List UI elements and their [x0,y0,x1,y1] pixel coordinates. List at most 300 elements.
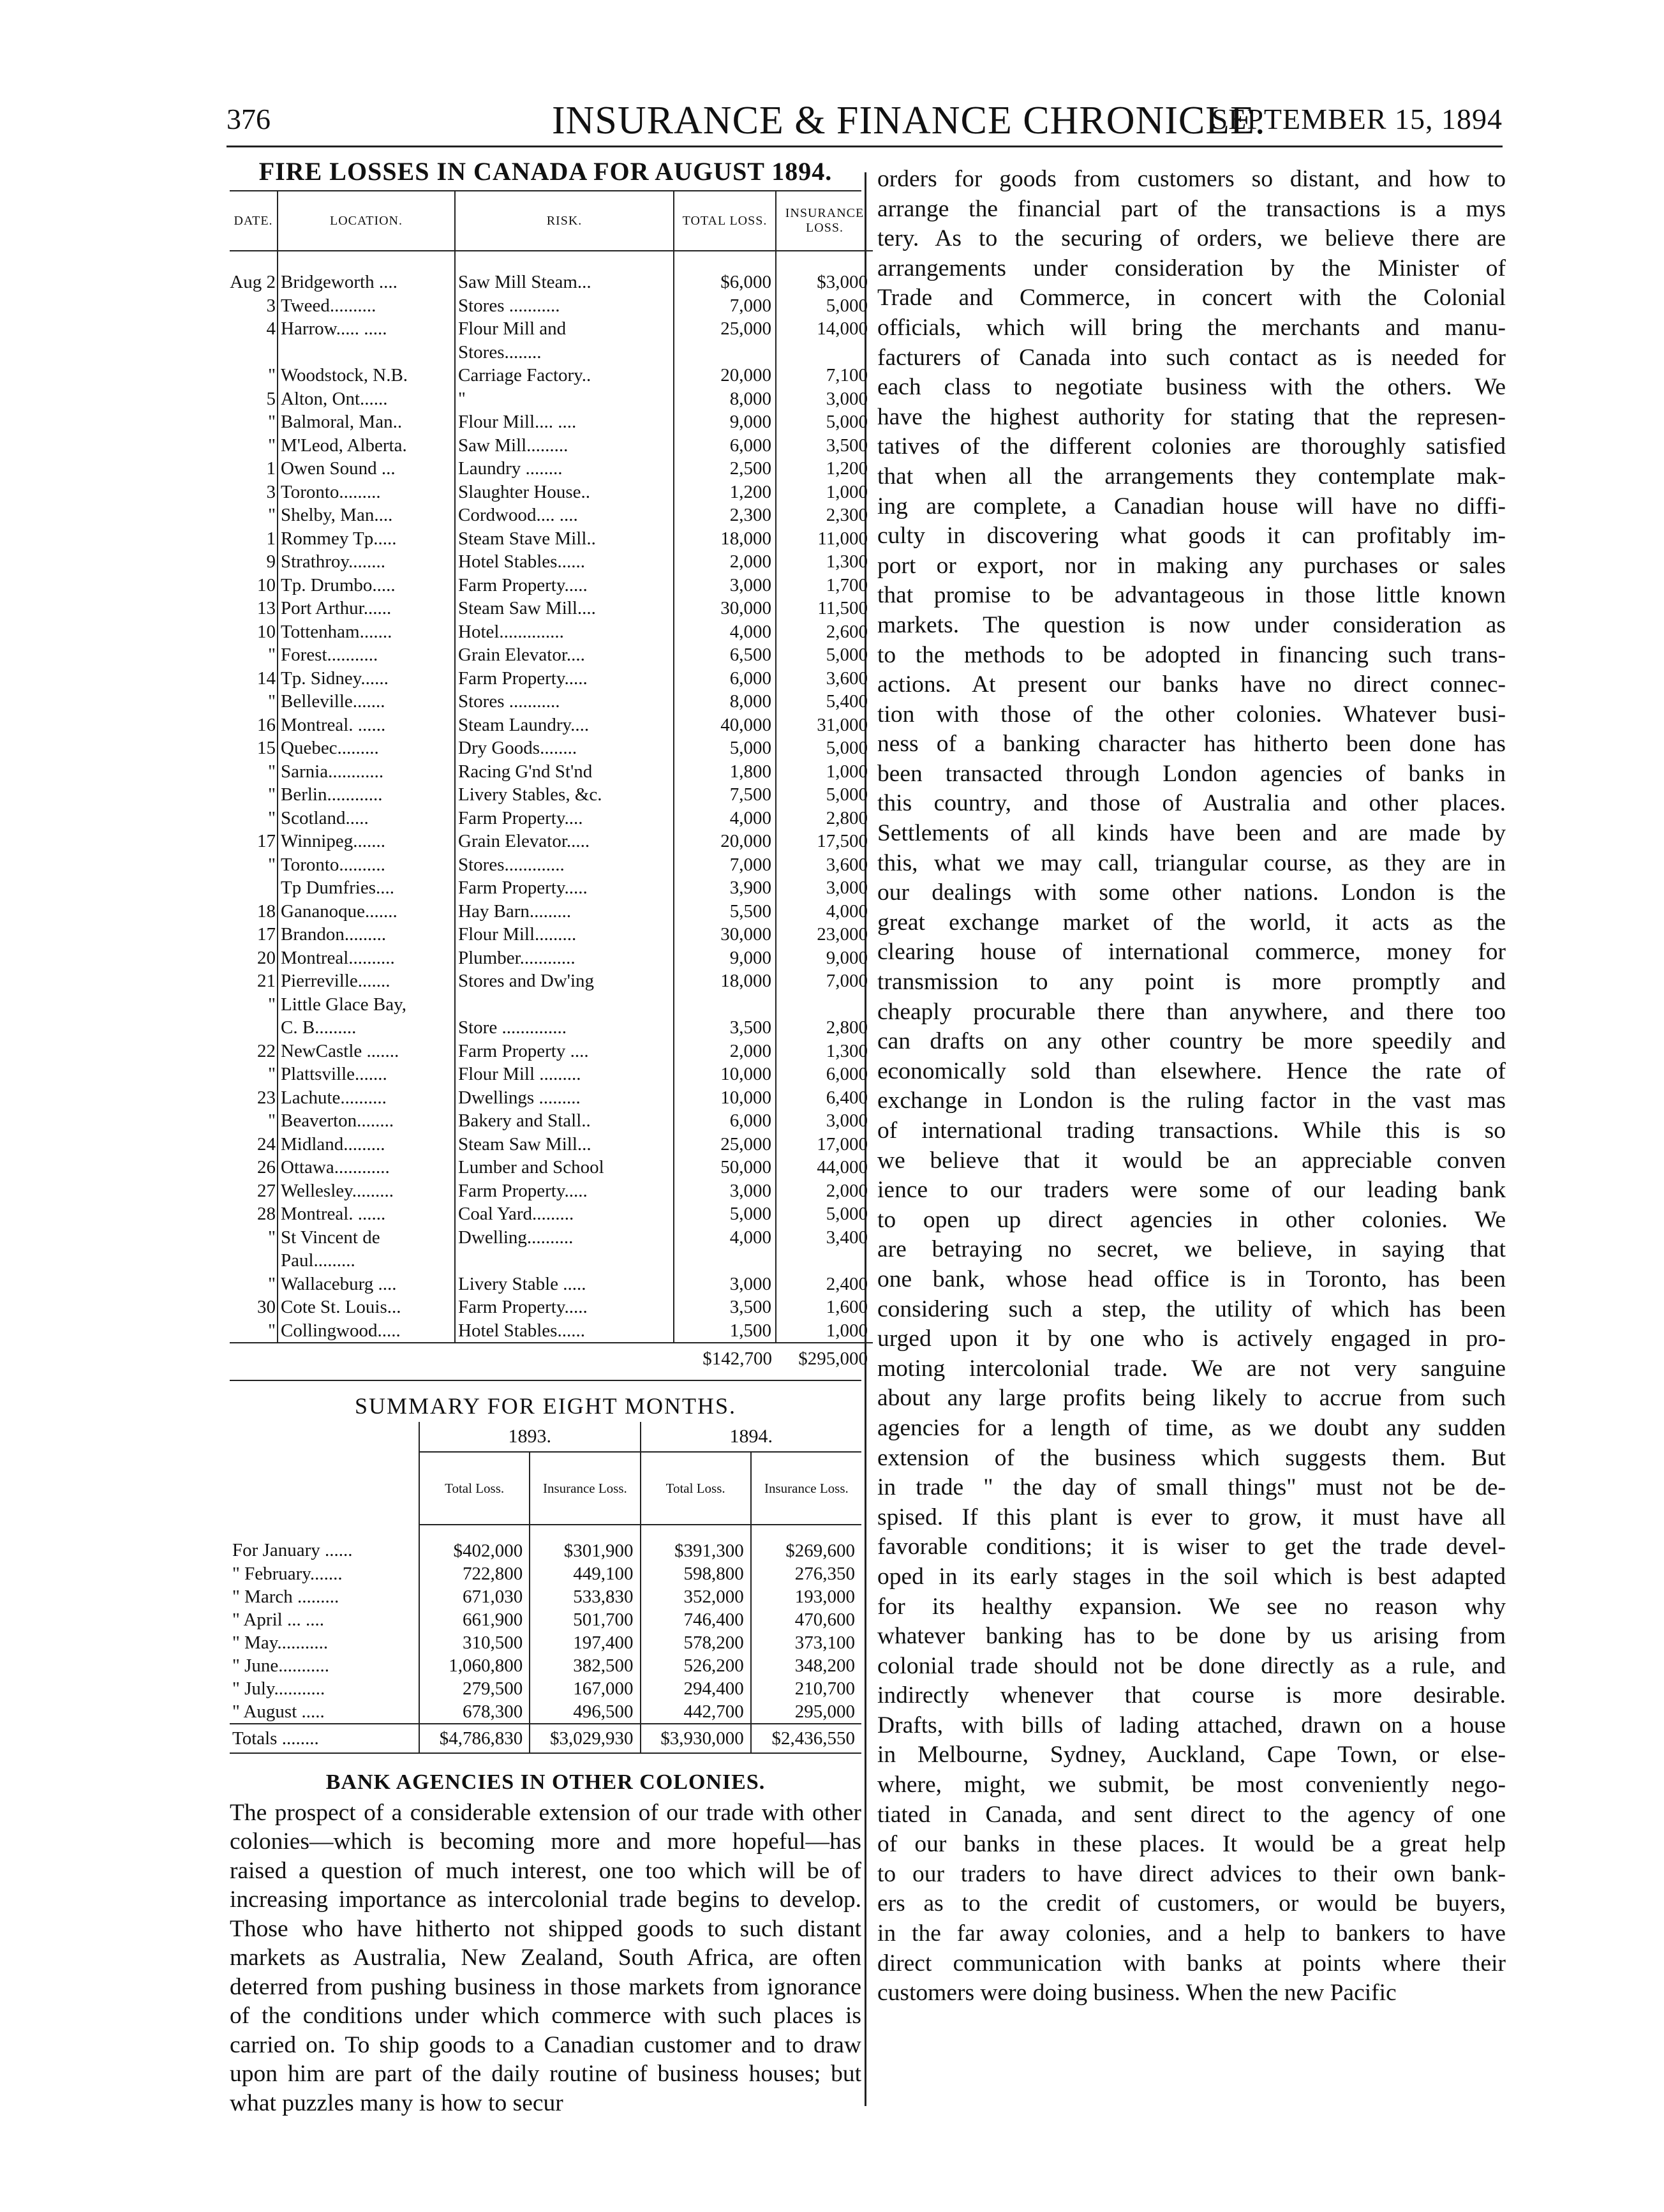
text-line: indirectly whenever that course is more desirable. [877,1682,1506,1709]
cell-insurance-loss: 5,000 [826,412,868,432]
cell-risk [455,993,674,1017]
cell-date: " [230,504,278,527]
table-row [230,1608,861,1631]
cell-date: 17 [230,923,278,946]
cell-total-loss: 20,000 [674,830,776,853]
text-line: tery. As to the securing of orders, we believe there are [877,225,1506,252]
text-line: economically sold than elsewhere. Hence the rate of [877,1057,1506,1084]
cell-total-loss: 2,500 [674,457,776,481]
table-row [230,1109,873,1133]
cell-date: " [230,853,278,877]
summary-section [230,1380,861,1754]
cell-date: " [230,690,278,714]
cell-total-loss: 20,000 [674,364,776,387]
cell-insurance-loss: 3,000 [826,388,868,409]
totals-value: $3,029,930 [530,1724,640,1753]
month-label: " July........... [230,1677,419,1700]
text-line: each class to negotiate business with the others. We [877,374,1506,401]
cell-total-loss: 3,000 [674,574,776,597]
text-line: customers were doing business. When the new Pacific [877,1980,1397,2006]
cell-date: " [230,760,278,784]
cell-date: " [230,410,278,434]
table-row [230,1133,873,1156]
cell-total-loss: 50,000 [674,1156,776,1179]
cell-total-loss: 9,000 [674,410,776,434]
summary-value: 295,000 [794,1701,855,1722]
summary-value: 678,300 [419,1700,530,1724]
cell-insurance-loss: 3,600 [826,668,868,689]
cell-location: Forest........... [278,643,455,667]
cell-insurance-loss: 2,800 [826,1017,868,1038]
cell-insurance-loss: 2,000 [826,1180,868,1201]
cell-total-loss: 6,500 [674,643,776,667]
table-row [230,620,873,644]
cell-total-loss: 8,000 [674,690,776,714]
summary-value: 382,500 [530,1654,640,1677]
cell-insurance-loss: 2,300 [826,505,868,525]
month-label: " August ..... [230,1700,419,1724]
cell-total-loss [674,1249,776,1273]
cell-location: Wellesley......... [278,1179,455,1203]
summary-value: 533,830 [530,1585,640,1608]
cell-date: " [230,1273,278,1296]
cell-risk: Stores ........... [455,294,674,318]
cell-insurance-loss: 2,400 [826,1273,868,1294]
cell-insurance-loss: 9,000 [826,947,868,968]
text-line: this country, and those of Australia and other places. [877,790,1506,817]
text-line: actions. At present our banks have no direct connec- [877,671,1506,698]
cell-location: Alton, Ont...... [278,387,455,411]
cell-total-loss: 25,000 [674,317,776,341]
cell-location: Toronto.......... [278,853,455,877]
cell-risk: Flour Mill and [455,317,674,341]
cell-location: Tp. Sidney...... [278,667,455,691]
table-row [230,667,873,691]
totals-value: $4,786,830 [419,1724,530,1753]
cell-insurance-loss: 5,400 [826,691,868,712]
text-line: this, what we may call, triangular course, as they are in [877,849,1506,876]
cell-insurance-loss: 2,600 [826,621,868,642]
summary-value: 276,350 [794,1563,855,1584]
cell-date: 1 [230,457,278,481]
cell-total-loss: 10,000 [674,1063,776,1086]
summary-value: 197,400 [530,1631,640,1654]
cell-insurance-loss: 7,000 [826,971,868,991]
table-row [230,341,873,364]
cell-location: Bridgeworth .... [278,251,455,294]
table-row [230,1319,873,1343]
cell-insurance-loss: 6,000 [826,1064,868,1084]
cell-location: St Vincent de [278,1226,455,1250]
cell-risk: Stores ........... [455,690,674,714]
cell-total-loss: 9,000 [674,946,776,970]
totals-label: Totals ........ [230,1724,419,1753]
cell-total-loss: 3,000 [674,1179,776,1203]
summary-top-rule [230,1380,861,1381]
cell-insurance-loss: 5,000 [826,645,868,665]
cell-location: Belleville....... [278,690,455,714]
summary-value: 671,030 [419,1585,530,1608]
table-row [230,294,873,318]
text-line: agencies for a length of time, as we doubt any sudden [877,1414,1506,1441]
table-row [230,410,873,434]
table-row [230,481,873,504]
year-1894: 1894. [641,1422,862,1452]
text-line: great exchange market of the world, it acts as the [877,909,1506,936]
cell-date [230,341,278,364]
summary-value: 598,800 [641,1562,751,1585]
cell-insurance-loss: 5,000 [826,738,868,758]
cell-location: Harrow..... ..... [278,317,455,341]
right-column [877,165,1506,2008]
cell-insurance-loss: 1,000 [826,481,868,502]
cell-total-loss: 6,000 [674,1109,776,1133]
cell-total-loss: 1,200 [674,481,776,504]
cell-insurance-loss: 17,500 [817,831,868,851]
table-row [230,807,873,830]
cell-date: " [230,364,278,387]
cell-date: 16 [230,714,278,737]
cell-total-loss: 4,000 [674,1226,776,1250]
summary-value: 193,000 [794,1586,855,1607]
cell-location: Ottawa............ [278,1156,455,1179]
table-row [230,946,873,970]
cell-insurance-loss: 2,800 [826,807,868,828]
summary-value: 442,700 [641,1700,751,1724]
text-line: in trade " the day of small things" must not be de- [877,1474,1506,1501]
subheader-total-loss-1893: Total Loss. [419,1452,530,1525]
cell-date: 14 [230,667,278,691]
cell-risk: Lumber and School [455,1156,674,1179]
cell-date [230,876,278,900]
text-line: of our banks in these places. It would be a great help [877,1831,1506,1858]
cell-date: 24 [230,1133,278,1156]
subheader-insurance-loss-1894: Insurance Loss. [751,1452,861,1525]
month-label: " March ......... [230,1585,419,1608]
text-line: one bank, whose head office is in Toronto, has been [877,1266,1506,1292]
cell-date [230,1016,278,1040]
col-header-total-loss: TOTAL LOSS. [674,191,776,251]
cell-date: 9 [230,550,278,574]
cell-location: Owen Sound ... [278,457,455,481]
table-row [230,923,873,946]
cell-location: Cote St. Louis... [278,1296,455,1319]
summary-value: 210,700 [794,1678,855,1699]
summary-value: 470,600 [794,1609,855,1630]
cell-date: " [230,643,278,667]
cell-insurance-loss [776,993,873,1017]
table-row [230,900,873,923]
cell-risk: Grain Elevator.... [455,643,674,667]
text-line: tion with those of the other colonies. Whatever busi- [877,701,1506,728]
text-line: transmission to any point is more promptly and [877,969,1506,996]
summary-value: $269,600 [785,1540,855,1561]
left-column [230,156,868,2118]
cell-risk [455,1249,674,1273]
cell-risk: Livery Stables, &c. [455,783,674,807]
cell-date: 30 [230,1296,278,1319]
table-row [230,736,873,760]
cell-insurance-loss: 5,000 [826,784,868,805]
cell-total-loss: $6,000 [674,251,776,294]
cell-location: Montreal.......... [278,946,455,970]
cell-date: 4 [230,317,278,341]
text-line: we believe that it would be an appreciable conven [877,1147,1506,1174]
cell-insurance-loss: 1,200 [826,458,868,479]
table-row [230,1086,873,1110]
text-line: ness of a banking character has hitherto been done has [877,731,1506,758]
cell-risk: Farm Property..... [455,667,674,691]
table-row [230,1273,873,1296]
cell-risk: Hotel.............. [455,620,674,644]
cell-risk: Carriage Factory.. [455,364,674,387]
col-header-risk: RISK. [455,191,674,251]
table-row [230,1179,873,1203]
cell-risk: Farm Property..... [455,1296,674,1319]
table-row [230,434,873,458]
summary-value: 1,060,800 [419,1654,530,1677]
table-row [230,364,873,387]
month-label: For January ...... [230,1525,419,1562]
summary-value: 746,400 [641,1608,751,1631]
cell-total-loss: 3,000 [674,1273,776,1296]
cell-insurance-loss: 6,400 [826,1087,868,1108]
text-line: been transacted through London agencies of banks in [877,760,1506,787]
subheader-insurance-loss-1893: Insurance Loss. [530,1452,640,1525]
cell-risk: Bakery and Stall.. [455,1109,674,1133]
table-row [230,760,873,784]
cell-location: Winnipeg....... [278,830,455,853]
month-label: " June........... [230,1654,419,1677]
cell-total-loss [674,341,776,364]
text-line: spised. If this plant is ever to grow, it must have all [877,1504,1506,1530]
summary-value: 352,000 [641,1585,751,1608]
cell-total-loss: 2,300 [674,504,776,527]
cell-location: Quebec......... [278,736,455,760]
text-line: ing are complete, a Canadian house will have no diffi- [877,493,1506,519]
text-line: can drafts on any other country be more speedily and [877,1028,1506,1055]
cell-total-loss: 4,000 [674,620,776,644]
cell-total-loss: 30,000 [674,597,776,620]
header-rule [227,146,1503,147]
text-line: ers as to the credit of customers, or would be buyers, [877,1890,1506,1917]
cell-insurance-loss: 1,600 [826,1297,868,1317]
cell-insurance-loss: 1,700 [826,574,868,595]
table-row [230,1156,873,1179]
table-row [230,1040,873,1063]
cell-location: Toronto......... [278,481,455,504]
text-line: markets. The question is now under consideration as [877,611,1506,638]
subheader-total-loss-1894: Total Loss. [641,1452,751,1525]
summary-value: 501,700 [530,1608,640,1631]
summary-year-row [230,1422,861,1452]
table-row [230,1525,861,1562]
cell-location: Pierreville....... [278,969,455,993]
text-line: Settlements of all kinds have been and are made by [877,820,1506,847]
cell-date: 26 [230,1156,278,1179]
text-line: arrange the financial part of the transactions is a mys [877,195,1506,222]
cell-insurance-loss [776,341,873,364]
cell-location: Berlin............ [278,783,455,807]
text-line: tiated in Canada, and sent direct to the agency of one [877,1801,1506,1828]
cell-insurance-loss: 4,000 [826,900,868,922]
cell-total-loss: 5,500 [674,900,776,923]
cell-risk: Stores........ [455,341,674,364]
cell-date: 10 [230,574,278,597]
summary-value: 661,900 [419,1608,530,1631]
cell-date: 17 [230,830,278,853]
cell-location: Tottenham....... [278,620,455,644]
text-line: direct communication with banks at points where their [877,1950,1506,1977]
article-paragraph-left: The prospect of a considerable extension of our trade with other colonies—which is becoming more and more hopeful—has raised a question of much interest, one too which will be of increasing importance as intercolonial trade begins to develop. Those who have hitherto not shipped goods to such distant markets as Australia, New Zealand, South Africa, are often deterred from pushing business in those markets from ignorance of the conditions under which commerce with such places is carried on. To ship goods to a Canadian customer and to draw upon him are part of the daily routine of business houses; but what puzzles many is how to secur [230,1799,861,2116]
text-line: in Melbourne, Sydney, Auckland, Cape Town, or else- [877,1742,1506,1768]
cell-risk: Livery Stable ..... [455,1273,674,1296]
cell-location: Plattsville....... [278,1063,455,1086]
cell-insurance-loss: 17,000 [817,1133,868,1155]
insurance-loss-sum: $295,000 [776,1343,873,1371]
cell-insurance-loss: 3,500 [826,435,868,456]
cell-location: M'Leod, Alberta. [278,434,455,458]
table-row [230,690,873,714]
cell-date: 1 [230,527,278,551]
cell-total-loss: 1,500 [674,1319,776,1343]
text-line: Trade and Commerce, in concert with the Colonial [877,285,1506,311]
cell-location: Midland......... [278,1133,455,1156]
cell-total-loss: 7,500 [674,783,776,807]
fire-losses-total-row [230,1343,873,1371]
summary-totals-row [230,1724,861,1753]
table-row [230,1654,861,1677]
issue-date: SEPTEMBER 15, 1894 [1211,103,1503,135]
text-line: to open up direct agencies in other colonies. We [877,1206,1506,1233]
table-row [230,457,873,481]
cell-date: 28 [230,1202,278,1226]
cell-total-loss: 10,000 [674,1086,776,1110]
table-row [230,527,873,551]
cell-risk: Dwelling.......... [455,1226,674,1250]
cell-location: Gananoque....... [278,900,455,923]
cell-date: " [230,807,278,830]
cell-date: 5 [230,387,278,411]
cell-location: Beaverton........ [278,1109,455,1133]
text-line: orders for goods from customers so distant, and how to [877,166,1506,192]
totals-value: $2,436,550 [751,1724,861,1753]
table-row [230,1585,861,1608]
page-number: 376 [227,103,271,135]
text-line: clearing house of international commerce, money for [877,939,1506,966]
cell-risk: Flour Mill......... [455,923,674,946]
col-header-location: LOCATION. [278,191,455,251]
cell-date: " [230,1319,278,1343]
table-row [230,783,873,807]
cell-risk: Farm Property..... [455,574,674,597]
text-line: in the far away colonies, and a help to bankers to have [877,1920,1506,1947]
cell-insurance-loss [776,1249,873,1273]
cell-date: " [230,1226,278,1250]
table-row [230,1562,861,1585]
cell-risk: Laundry ........ [455,457,674,481]
cell-total-loss: 3,500 [674,1296,776,1319]
cell-date: " [230,783,278,807]
cell-risk: Slaughter House.. [455,481,674,504]
cell-risk: Saw Mill Steam... [455,251,674,294]
month-label: " February....... [230,1562,419,1585]
cell-location: Scotland..... [278,807,455,830]
table-row [230,1631,861,1654]
cell-risk: Dry Goods........ [455,736,674,760]
cell-risk: Farm Property.... [455,807,674,830]
cell-risk: Hay Barn......... [455,900,674,923]
cell-insurance-loss: $3,000 [817,272,868,292]
text-line: exchange in London is the ruling factor in the vast mas [877,1087,1506,1114]
cell-insurance-loss: 3,600 [826,854,868,875]
cell-total-loss: 1,800 [674,760,776,784]
cell-risk: Steam Laundry.... [455,714,674,737]
cell-location [278,341,455,364]
cell-total-loss: 3,900 [674,876,776,900]
cell-date: 22 [230,1040,278,1063]
cell-total-loss: 6,000 [674,667,776,691]
cell-risk: Saw Mill......... [455,434,674,458]
cell-location: Balmoral, Man.. [278,410,455,434]
cell-date: 3 [230,481,278,504]
summary-value: 348,200 [794,1655,855,1676]
table-row [230,1226,873,1250]
text-line: of international trading transactions. While this is so [877,1117,1506,1144]
cell-risk: Farm Property .... [455,1040,674,1063]
cell-risk: Stores and Dw'ing [455,969,674,993]
cell-insurance-loss: 1,000 [826,1320,868,1341]
cell-location: Tp. Drumbo..... [278,574,455,597]
table-row [230,643,873,667]
cell-location: NewCastle ....... [278,1040,455,1063]
table-row [230,1016,873,1040]
cell-risk: Grain Elevator..... [455,830,674,853]
summary-value: 294,400 [641,1677,751,1700]
table-row [230,504,873,527]
cell-risk: Farm Property..... [455,1179,674,1203]
cell-insurance-loss: 11,500 [817,598,868,618]
text-line: ience to our traders were some of our leading bank [877,1177,1506,1204]
text-line: arrangements under consideration by the Minister of [877,255,1506,281]
cell-total-loss: 5,000 [674,1202,776,1226]
table-row [230,597,873,620]
cell-risk: Plumber............ [455,946,674,970]
cell-total-loss: 7,000 [674,853,776,877]
text-line: port or export, nor in making any purchases or sales [877,552,1506,579]
cell-risk: Steam Saw Mill... [455,1133,674,1156]
cell-date: 10 [230,620,278,644]
cell-insurance-loss: 3,400 [826,1227,868,1248]
cell-date: 13 [230,597,278,620]
cell-total-loss: 3,500 [674,1016,776,1040]
publication-title: INSURANCE & FINANCE CHRONICLE. [552,99,1266,142]
summary-value: 167,000 [530,1677,640,1700]
cell-date: 18 [230,900,278,923]
cell-risk: Steam Stave Mill.. [455,527,674,551]
fire-losses-header-row [230,191,873,251]
cell-insurance-loss: 31,000 [817,714,868,735]
table-row [230,853,873,877]
cell-location: Montreal. ...... [278,1202,455,1226]
cell-location: Port Arthur...... [278,597,455,620]
cell-location: Lachute.......... [278,1086,455,1110]
table-row [230,1249,873,1273]
page-header [227,99,1503,147]
cell-risk: " [455,387,674,411]
table-row [230,1202,873,1226]
col-header-insurance-loss: INSURANCE LOSS. [776,191,873,251]
